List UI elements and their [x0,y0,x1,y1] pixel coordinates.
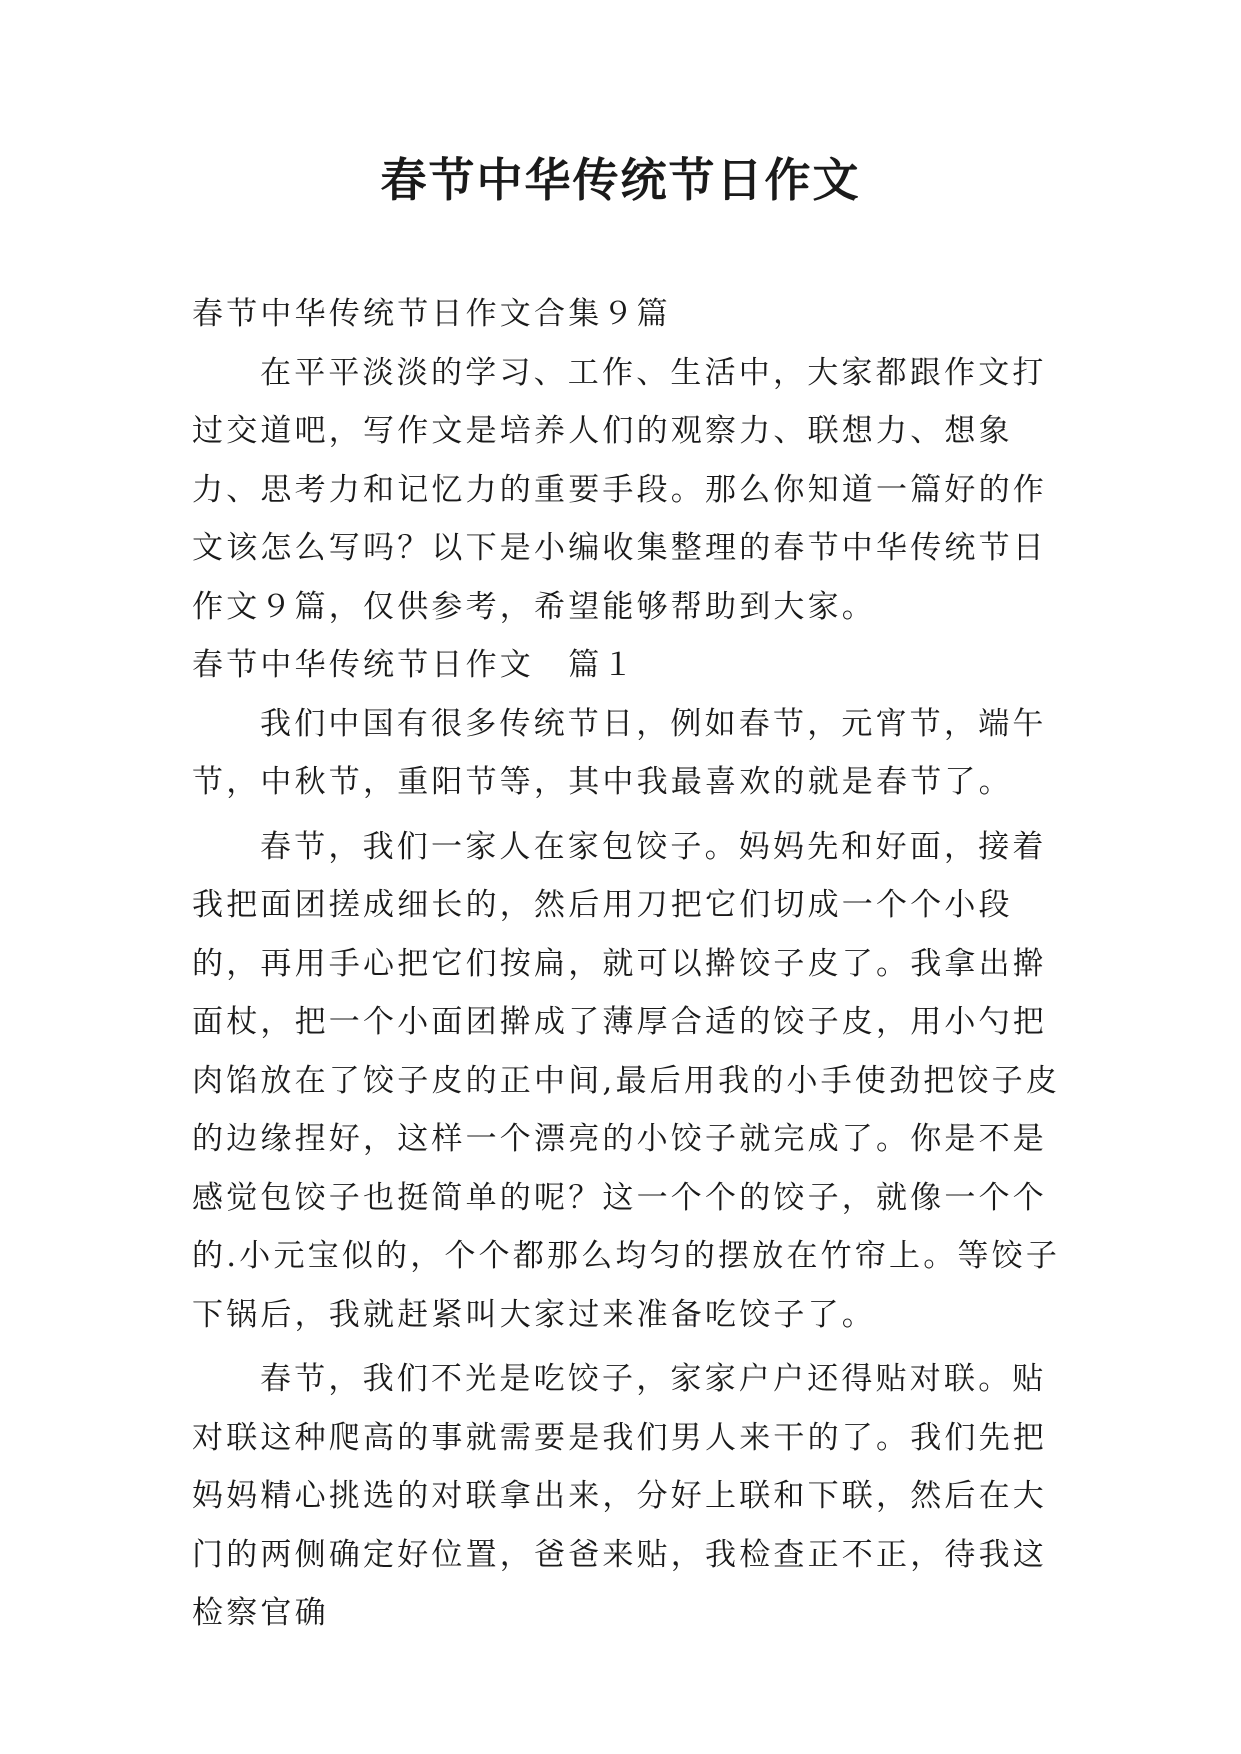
document-body [192,285,1062,1643]
section-heading: 春节中华传统节日作文 篇１ [192,647,637,683]
subtitle-heading: 春节中华传统节日作文合集９篇 [192,296,671,332]
page-title: 春节中华传统节日作文 [380,153,861,207]
paragraph: 春节，我们不光是吃饺子，家家户户还得贴对联。贴对联这种爬高的事就需要是我们男人来干的了。我们先把妈妈精心挑选的对联拿出来，分好上联和下联，然后在大门的两侧确定好位置，爸爸来贴，我检查正不正，待我这检察官确 [192,1361,1047,1631]
paragraph: 我们中国有很多传统节日，例如春节，元宵节，端午节，中秋节，重阳节等，其中我最喜欢的就是春节了。 [192,705,1047,800]
intro-paragraph: 在平平淡淡的学习、工作、生活中，大家都跟作文打过交道吧，写作文是培养人们的观察力、联想力、想象力、思考力和记忆力的重要手段。那么你知道一篇好的作文该怎么写吗？以下是小编收集整理的春节中华传统节日作文９篇，仅供参考，希望能够帮助到大家。 [192,354,1047,625]
paragraph: 春节，我们一家人在家包饺子。妈妈先和好面，接着我把面团搓成细长的，然后用刀把它们切成一个个小段的，再用手心把它们按扁，就可以擀饺子皮了。我拿出擀面杖，把一个小面团擀成了薄厚合适的饺子皮，用小勺把肉馅放在了饺子皮的正中间,最后用我的小手使劲把饺子皮的边缘捏好，这样一个漂亮的小饺子就完成了。你是不是感觉包饺子也挺简单的呢？这一个个的饺子，就像一个个的.小元宝似的，个个都那么均匀的摆放在竹帘上。等饺子下锅后，我就赶紧叫大家过来准备吃饺子了。 [192,828,1061,1333]
